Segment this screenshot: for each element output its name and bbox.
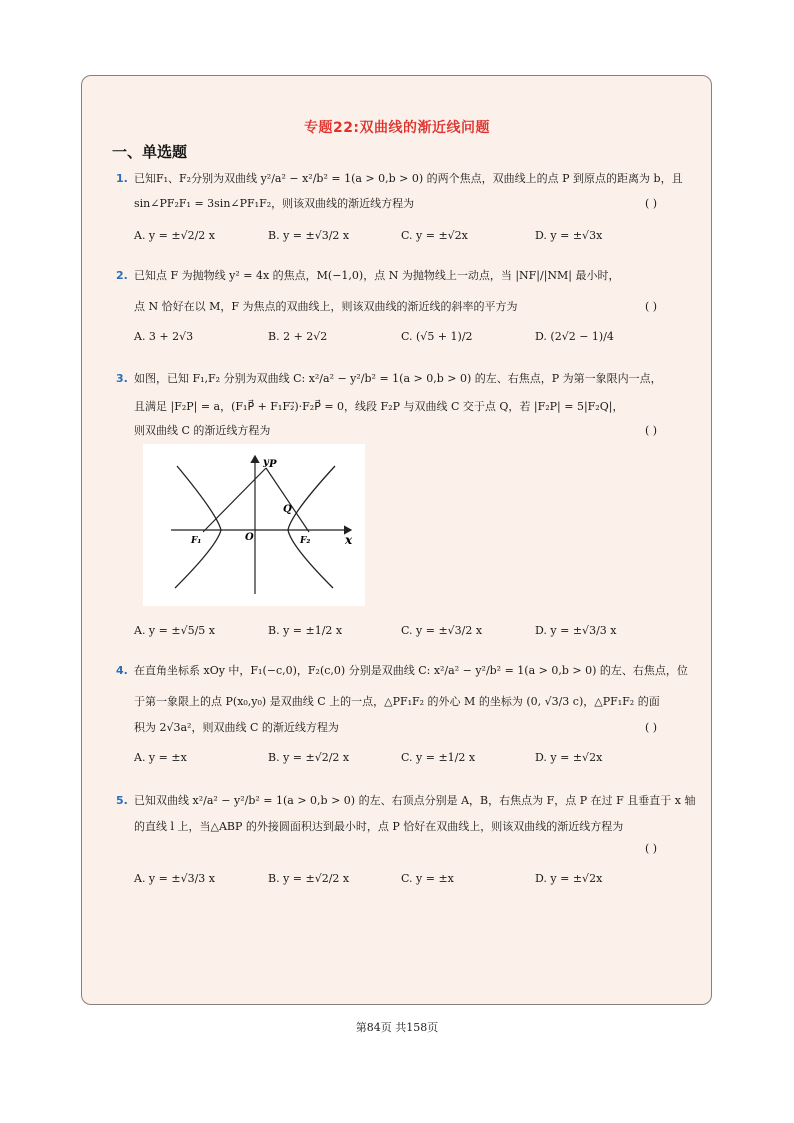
question-2-line-2: 点 N 恰好在以 M，F 为焦点的双曲线上，则该双曲线的渐近线的斜率的平方为 [134, 300, 518, 313]
label-f2: F₂ [300, 536, 311, 546]
question-4-line-2: 于第一象限上的点 P(x₀,y₀) 是双曲线 C 上的一点，△PF₁F₂ 的外心 M 的坐标为 (0, √3/3 c)，△PF₁F₂ 的面 [134, 695, 660, 708]
question-2-option-a: A. 3 + 2√3 [134, 330, 194, 343]
label-p: P [269, 459, 277, 470]
question-4-option-d: D. y = ±√2x [535, 751, 603, 764]
question-5-number: 5. [116, 794, 128, 807]
question-3-option-a: A. y = ±√5/5 x [134, 624, 215, 637]
label-o: O [245, 532, 254, 543]
question-1-number: 1. [116, 172, 128, 185]
question-3-line-2: 且满足 |F₂P| = a，(F₁P⃗ + F₁F₂⃗)·F₂P⃗ = 0，线段 F₂P 与双曲线 C 交于点 Q，若 |F₂P| = 5|F₂Q|， [134, 400, 624, 413]
question-4-line-1: 在直角坐标系 xOy 中，F₁(−c,0)，F₂(c,0) 分别是双曲线 C: x²/a² − y²/b² = 1(a > 0,b > 0) 的左、右焦点，位 [134, 664, 688, 677]
question-3-line-1: 如图，已知 F₁,F₂ 分别为双曲线 C: x²/a² − y²/b² = 1(a > 0,b > 0) 的左、右焦点，P 为第一象限内一点， [134, 372, 662, 385]
question-2-option-b: B. 2 + 2√2 [268, 330, 328, 343]
question-5-option-b: B. y = ±√2/2 x [268, 872, 350, 885]
question-5-option-d: D. y = ±√2x [535, 872, 603, 885]
label-y: y [263, 457, 269, 468]
segment-f1-p [203, 468, 266, 532]
question-4-answer-paren: ( ) [645, 721, 658, 734]
question-3-option-b: B. y = ±1/2 x [268, 624, 343, 637]
hyperbola-figure [143, 444, 365, 606]
question-5-line-1: 已知双曲线 x²/a² − y²/b² = 1(a > 0,b > 0) 的左、右顶点分别是 A，B，右焦点为 F，点 P 在过 F 且垂直于 x 轴 [134, 794, 696, 807]
question-1-line-2: sin∠PF₂F₁ = 3sin∠PF₁F₂，则该双曲线的渐近线方程为 [134, 197, 415, 210]
page-footer: 第84页 共158页 [355, 1021, 439, 1034]
left-branch [175, 466, 221, 588]
label-f1: F₁ [191, 536, 202, 546]
question-2-option-c: C. (√5 + 1)/2 [401, 330, 473, 343]
label-q: Q [283, 504, 292, 515]
question-2-number: 2. [116, 269, 128, 282]
question-1-option-a: A. y = ±√2/2 x [134, 229, 215, 242]
question-5-answer-paren: ( ) [645, 842, 658, 855]
question-2-answer-paren: ( ) [645, 300, 658, 313]
question-1-option-c: C. y = ±√2x [401, 229, 468, 242]
question-1-line-1: 已知F₁、F₂分别为双曲线 y²/a² − x²/b² = 1(a > 0,b > 0) 的两个焦点，双曲线上的点 P 到原点的距离为 b，且 [134, 172, 683, 185]
question-4-line-3: 积为 2√3a²，则双曲线 C 的渐近线方程为 [134, 721, 339, 734]
page-title: 专题22:双曲线的渐近线问题 [303, 120, 491, 136]
section-heading: 一、单选题 [112, 143, 188, 161]
question-5-option-a: A. y = ±√3/3 x [134, 872, 215, 885]
question-5-line-2: 的直线 l 上，当△ABP 的外接圆面积达到最小时，点 P 恰好在双曲线上，则该双曲线的渐近线方程为 [134, 820, 624, 833]
question-3-option-d: D. y = ±√3/3 x [535, 624, 617, 637]
question-1-answer-paren: ( ) [645, 197, 658, 210]
question-4-option-c: C. y = ±1/2 x [401, 751, 476, 764]
question-3-number: 3. [116, 372, 128, 385]
right-branch [288, 466, 335, 588]
question-1-option-d: D. y = ±√3x [535, 229, 603, 242]
question-3-option-c: C. y = ±√3/2 x [401, 624, 483, 637]
hyperbola-diagram [143, 444, 365, 606]
question-2-option-d: D. (2√2 − 1)/4 [535, 330, 614, 343]
question-1-option-b: B. y = ±√3/2 x [268, 229, 350, 242]
question-4-option-a: A. y = ±x [134, 751, 187, 764]
label-x: x [345, 533, 353, 547]
question-4-number: 4. [116, 664, 128, 677]
question-2-line-1: 已知点 F 为抛物线 y² = 4x 的焦点，M(−1,0)，点 N 为抛物线上一动点，当 |NF|/|NM| 最小时， [134, 269, 620, 282]
question-5-option-c: C. y = ±x [401, 872, 454, 885]
question-3-answer-paren: ( ) [645, 424, 658, 437]
segment-p-f2 [266, 468, 309, 532]
question-3-line-3: 则双曲线 C 的渐近线方程为 [134, 424, 271, 437]
question-4-option-b: B. y = ±√2/2 x [268, 751, 350, 764]
